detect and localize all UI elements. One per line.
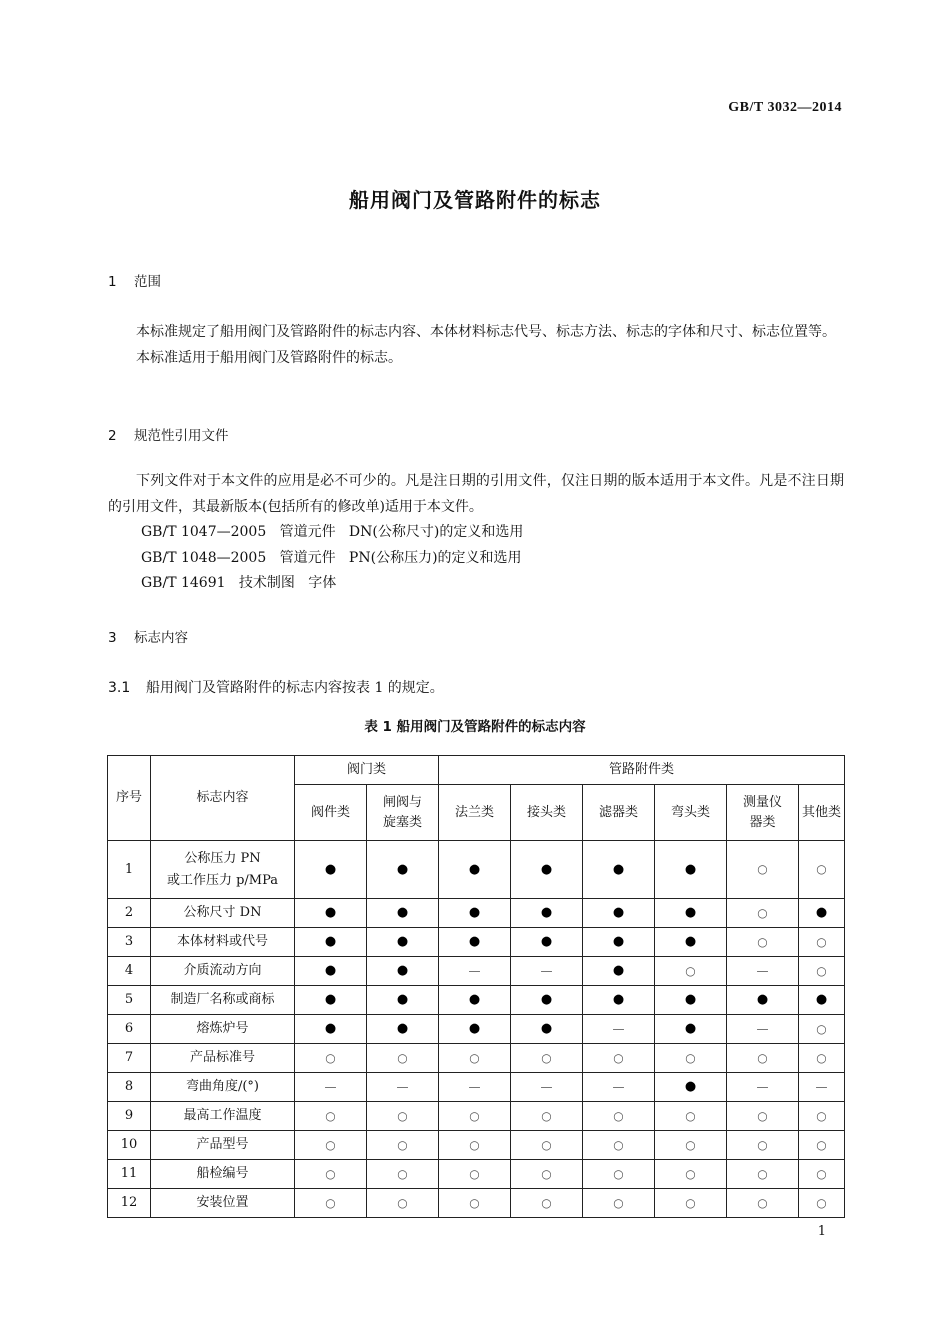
row-seq: 4 bbox=[108, 957, 151, 986]
hollow-circle-icon: ○ bbox=[757, 934, 768, 949]
filled-dot-icon: ● bbox=[612, 905, 625, 920]
section-1-body bbox=[108, 320, 844, 371]
mark-cell bbox=[295, 1044, 367, 1073]
mark-cell bbox=[511, 928, 583, 957]
mark-cell bbox=[367, 1073, 439, 1102]
table-row bbox=[108, 841, 845, 899]
mark-cell bbox=[367, 1131, 439, 1160]
filled-dot-icon: ● bbox=[324, 905, 337, 920]
dash-symbol: — bbox=[540, 1079, 553, 1094]
hollow-circle-icon: ○ bbox=[757, 1108, 768, 1123]
hollow-circle-icon: ○ bbox=[613, 1195, 624, 1210]
mark-cell bbox=[439, 1044, 511, 1073]
page-number: 1 bbox=[817, 1224, 826, 1239]
hollow-circle-icon: ○ bbox=[325, 1137, 336, 1152]
mark-cell bbox=[655, 1102, 727, 1131]
dash-symbol: — bbox=[468, 963, 481, 978]
hollow-circle-icon: ○ bbox=[469, 1166, 480, 1181]
dash-symbol: — bbox=[324, 1079, 337, 1094]
hollow-circle-icon: ○ bbox=[685, 1137, 696, 1152]
filled-dot-icon: ● bbox=[396, 992, 409, 1007]
mark-cell bbox=[295, 1189, 367, 1218]
table-row bbox=[108, 1189, 845, 1218]
mark-cell bbox=[295, 1015, 367, 1044]
filled-dot-icon: ● bbox=[684, 905, 697, 920]
mark-cell bbox=[367, 986, 439, 1015]
table-row bbox=[108, 1044, 845, 1073]
mark-cell bbox=[439, 986, 511, 1015]
column-header: 法兰类 bbox=[439, 785, 511, 841]
hollow-circle-icon: ○ bbox=[816, 862, 827, 876]
mark-cell bbox=[727, 1131, 799, 1160]
section-2-heading bbox=[108, 424, 229, 444]
mark-cell bbox=[655, 1044, 727, 1073]
hollow-circle-icon: ○ bbox=[685, 1195, 696, 1210]
hollow-circle-icon: ○ bbox=[469, 1050, 480, 1065]
filled-dot-icon: ● bbox=[815, 992, 828, 1007]
filled-dot-icon: ● bbox=[324, 992, 337, 1007]
filled-dot-icon: ● bbox=[540, 934, 553, 949]
mark-cell bbox=[655, 1189, 727, 1218]
dash-symbol: — bbox=[756, 1079, 769, 1094]
hollow-circle-icon: ○ bbox=[541, 1050, 552, 1065]
row-label: 弯曲角度/(°) bbox=[151, 1073, 295, 1102]
header-group-valve: 阀门类 bbox=[295, 756, 439, 785]
section-2-body bbox=[108, 469, 844, 520]
filled-dot-icon: ● bbox=[324, 934, 337, 949]
filled-dot-icon: ● bbox=[324, 1021, 337, 1036]
reference-item: GB/T 14691 技术制图 字体 bbox=[141, 575, 337, 591]
table-row bbox=[108, 928, 845, 957]
row-seq: 8 bbox=[108, 1073, 151, 1102]
filled-dot-icon: ● bbox=[612, 934, 625, 949]
filled-dot-icon: ● bbox=[396, 934, 409, 949]
mark-cell bbox=[799, 1102, 845, 1131]
mark-cell bbox=[727, 1102, 799, 1131]
hollow-circle-icon: ○ bbox=[397, 1108, 408, 1123]
dash-symbol: — bbox=[756, 963, 769, 978]
filled-dot-icon: ● bbox=[468, 905, 481, 920]
filled-dot-icon: ● bbox=[540, 1021, 553, 1036]
mark-cell bbox=[439, 1131, 511, 1160]
hollow-circle-icon: ○ bbox=[816, 1108, 827, 1123]
table-row bbox=[108, 1015, 845, 1044]
filled-dot-icon: ● bbox=[684, 992, 697, 1007]
mark-cell bbox=[295, 986, 367, 1015]
mark-cell bbox=[655, 841, 727, 899]
hollow-circle-icon: ○ bbox=[541, 1108, 552, 1123]
hollow-circle-icon: ○ bbox=[469, 1195, 480, 1210]
hollow-circle-icon: ○ bbox=[685, 1108, 696, 1123]
mark-cell bbox=[727, 1073, 799, 1102]
hollow-circle-icon: ○ bbox=[325, 1195, 336, 1210]
header-seq: 序号 bbox=[108, 756, 151, 841]
hollow-circle-icon: ○ bbox=[685, 1050, 696, 1065]
mark-cell bbox=[583, 841, 655, 899]
mark-cell bbox=[655, 899, 727, 928]
hollow-circle-icon: ○ bbox=[816, 934, 827, 949]
row-label: 制造厂名称或商标 bbox=[151, 986, 295, 1015]
hollow-circle-icon: ○ bbox=[541, 1166, 552, 1181]
row-label: 最高工作温度 bbox=[151, 1102, 295, 1131]
hollow-circle-icon: ○ bbox=[757, 1166, 768, 1181]
mark-cell bbox=[655, 957, 727, 986]
hollow-circle-icon: ○ bbox=[685, 1166, 696, 1181]
hollow-circle-icon: ○ bbox=[685, 963, 696, 978]
mark-cell bbox=[583, 1131, 655, 1160]
filled-dot-icon: ● bbox=[756, 992, 769, 1007]
filled-dot-icon: ● bbox=[396, 905, 409, 920]
table-caption: 表 1 船用阀门及管路附件的标志内容 bbox=[364, 719, 586, 735]
row-seq: 2 bbox=[108, 899, 151, 928]
filled-dot-icon: ● bbox=[468, 1021, 481, 1036]
mark-cell bbox=[799, 986, 845, 1015]
mark-cell bbox=[439, 1015, 511, 1044]
dash-symbol: — bbox=[612, 1021, 625, 1036]
mark-cell bbox=[511, 957, 583, 986]
dash-symbol: — bbox=[612, 1079, 625, 1094]
column-header: 阀件类 bbox=[295, 785, 367, 841]
paragraph: 本标准规定了船用阀门及管路附件的标志内容、本体材料标志代号、标志方法、标志的字体和尺寸、标志位置等。 bbox=[136, 324, 836, 340]
filled-dot-icon: ● bbox=[468, 934, 481, 949]
mark-cell bbox=[367, 1189, 439, 1218]
mark-cell bbox=[655, 986, 727, 1015]
mark-cell bbox=[799, 1131, 845, 1160]
dash-symbol: — bbox=[756, 1021, 769, 1036]
filled-dot-icon: ● bbox=[468, 861, 481, 877]
table-row bbox=[108, 1160, 845, 1189]
mark-cell bbox=[439, 1160, 511, 1189]
hollow-circle-icon: ○ bbox=[613, 1166, 624, 1181]
document-title: 船用阀门及管路附件的标志 bbox=[349, 188, 601, 212]
mark-cell bbox=[583, 1044, 655, 1073]
mark-cell bbox=[583, 899, 655, 928]
mark-cell bbox=[367, 899, 439, 928]
hollow-circle-icon: ○ bbox=[469, 1108, 480, 1123]
row-seq: 9 bbox=[108, 1102, 151, 1131]
row-label: 船检编号 bbox=[151, 1160, 295, 1189]
mark-cell bbox=[439, 1073, 511, 1102]
row-label: 公称尺寸 DN bbox=[151, 899, 295, 928]
mark-cell bbox=[511, 1131, 583, 1160]
mark-cell bbox=[799, 1044, 845, 1073]
mark-cell bbox=[439, 899, 511, 928]
section-1-heading bbox=[108, 270, 161, 290]
mark-cell bbox=[727, 1189, 799, 1218]
table-row bbox=[108, 957, 845, 986]
row-label: 介质流动方向 bbox=[151, 957, 295, 986]
filled-dot-icon: ● bbox=[684, 861, 697, 877]
hollow-circle-icon: ○ bbox=[325, 1050, 336, 1065]
filled-dot-icon: ● bbox=[324, 963, 337, 978]
hollow-circle-icon: ○ bbox=[397, 1195, 408, 1210]
dash-symbol: — bbox=[468, 1079, 481, 1094]
section-title: 标志内容 bbox=[134, 630, 188, 646]
table-row bbox=[108, 1131, 845, 1160]
mark-cell bbox=[799, 899, 845, 928]
filled-dot-icon: ● bbox=[396, 1021, 409, 1036]
filled-dot-icon: ● bbox=[540, 905, 553, 920]
mark-cell bbox=[583, 1015, 655, 1044]
hollow-circle-icon: ○ bbox=[816, 1195, 827, 1210]
mark-cell bbox=[727, 986, 799, 1015]
mark-cell bbox=[655, 1073, 727, 1102]
filled-dot-icon: ● bbox=[396, 861, 409, 877]
section-number: 1 bbox=[108, 274, 117, 290]
mark-cell bbox=[583, 986, 655, 1015]
mark-cell bbox=[583, 957, 655, 986]
mark-cell bbox=[583, 1189, 655, 1218]
mark-cell bbox=[511, 1044, 583, 1073]
hollow-circle-icon: ○ bbox=[397, 1050, 408, 1065]
table-row bbox=[108, 986, 845, 1015]
hollow-circle-icon: ○ bbox=[816, 1137, 827, 1152]
mark-cell bbox=[727, 1044, 799, 1073]
hollow-circle-icon: ○ bbox=[613, 1137, 624, 1152]
column-header: 接头类 bbox=[511, 785, 583, 841]
filled-dot-icon: ● bbox=[684, 1021, 697, 1036]
header-content: 标志内容 bbox=[151, 756, 295, 841]
filled-dot-icon: ● bbox=[540, 861, 553, 877]
mark-cell bbox=[583, 1102, 655, 1131]
mark-cell bbox=[367, 928, 439, 957]
mark-cell bbox=[799, 841, 845, 899]
reference-item: GB/T 1048—2005 管道元件 PN(公称压力)的定义和选用 bbox=[141, 549, 522, 566]
filled-dot-icon: ● bbox=[324, 861, 337, 877]
dash-symbol: — bbox=[396, 1079, 409, 1094]
section-title: 范围 bbox=[134, 274, 161, 290]
mark-cell bbox=[727, 899, 799, 928]
paragraph: 下列文件对于本文件的应用是必不可少的。凡是注日期的引用文件，仅注日期的版本适用于本文件。凡是不注日期的引用文件，其最新版本(包括所有的修改单)适用于本文件。 bbox=[108, 473, 844, 515]
dash-symbol: — bbox=[540, 963, 553, 978]
mark-cell bbox=[295, 899, 367, 928]
mark-cell bbox=[439, 1189, 511, 1218]
mark-cell bbox=[727, 1160, 799, 1189]
mark-cell bbox=[799, 957, 845, 986]
filled-dot-icon: ● bbox=[684, 934, 697, 949]
mark-cell bbox=[439, 1102, 511, 1131]
hollow-circle-icon: ○ bbox=[541, 1195, 552, 1210]
marking-content-table bbox=[107, 755, 845, 1218]
hollow-circle-icon: ○ bbox=[816, 963, 827, 978]
mark-cell bbox=[511, 899, 583, 928]
section-number: 2 bbox=[108, 428, 117, 444]
column-header: 测量仪 器类 bbox=[727, 785, 799, 841]
hollow-circle-icon: ○ bbox=[613, 1108, 624, 1123]
mark-cell bbox=[511, 1073, 583, 1102]
row-seq: 12 bbox=[108, 1189, 151, 1218]
row-seq: 10 bbox=[108, 1131, 151, 1160]
mark-cell bbox=[367, 957, 439, 986]
mark-cell bbox=[295, 1131, 367, 1160]
mark-cell bbox=[583, 928, 655, 957]
mark-cell bbox=[511, 1015, 583, 1044]
mark-cell bbox=[511, 1102, 583, 1131]
hollow-circle-icon: ○ bbox=[757, 1195, 768, 1210]
mark-cell bbox=[655, 928, 727, 957]
row-seq: 11 bbox=[108, 1160, 151, 1189]
hollow-circle-icon: ○ bbox=[816, 1166, 827, 1181]
column-header: 其他类 bbox=[799, 785, 845, 841]
mark-cell bbox=[439, 928, 511, 957]
clause-number: 3.1 bbox=[108, 680, 131, 696]
hollow-circle-icon: ○ bbox=[469, 1137, 480, 1152]
row-seq: 5 bbox=[108, 986, 151, 1015]
paragraph: 本标准适用于船用阀门及管路附件的标志。 bbox=[136, 349, 402, 366]
hollow-circle-icon: ○ bbox=[816, 1021, 827, 1036]
clause-3-1 bbox=[108, 677, 444, 697]
mark-cell bbox=[655, 1015, 727, 1044]
mark-cell bbox=[727, 1015, 799, 1044]
hollow-circle-icon: ○ bbox=[757, 1050, 768, 1065]
mark-cell bbox=[367, 1015, 439, 1044]
mark-cell bbox=[511, 1160, 583, 1189]
section-title: 规范性引用文件 bbox=[134, 428, 229, 444]
filled-dot-icon: ● bbox=[612, 963, 625, 978]
mark-cell bbox=[727, 957, 799, 986]
mark-cell bbox=[511, 986, 583, 1015]
mark-cell bbox=[367, 1102, 439, 1131]
hollow-circle-icon: ○ bbox=[757, 862, 768, 876]
mark-cell bbox=[583, 1160, 655, 1189]
mark-cell bbox=[295, 841, 367, 899]
filled-dot-icon: ● bbox=[684, 1079, 697, 1094]
mark-cell bbox=[367, 1160, 439, 1189]
mark-cell bbox=[655, 1160, 727, 1189]
filled-dot-icon: ● bbox=[468, 992, 481, 1007]
hollow-circle-icon: ○ bbox=[325, 1166, 336, 1181]
mark-cell bbox=[295, 1160, 367, 1189]
mark-cell bbox=[295, 1073, 367, 1102]
row-seq: 7 bbox=[108, 1044, 151, 1073]
hollow-circle-icon: ○ bbox=[757, 1137, 768, 1152]
mark-cell bbox=[799, 928, 845, 957]
mark-cell bbox=[727, 841, 799, 899]
mark-cell bbox=[367, 1044, 439, 1073]
hollow-circle-icon: ○ bbox=[816, 1050, 827, 1065]
row-seq: 6 bbox=[108, 1015, 151, 1044]
section-3-heading bbox=[108, 626, 188, 646]
mark-cell bbox=[727, 928, 799, 957]
mark-cell bbox=[655, 1131, 727, 1160]
mark-cell bbox=[295, 957, 367, 986]
mark-cell bbox=[799, 1015, 845, 1044]
table-row bbox=[108, 899, 845, 928]
mark-cell bbox=[367, 841, 439, 899]
column-header: 滤器类 bbox=[583, 785, 655, 841]
row-label: 熔炼炉号 bbox=[151, 1015, 295, 1044]
hollow-circle-icon: ○ bbox=[613, 1050, 624, 1065]
row-label: 公称压力 PN 或工作压力 p/MPa bbox=[151, 841, 295, 899]
reference-item: GB/T 1047—2005 管道元件 DN(公称尺寸)的定义和选用 bbox=[141, 524, 524, 540]
row-seq: 3 bbox=[108, 928, 151, 957]
hollow-circle-icon: ○ bbox=[397, 1137, 408, 1152]
row-label: 本体材料或代号 bbox=[151, 928, 295, 957]
hollow-circle-icon: ○ bbox=[397, 1166, 408, 1181]
hollow-circle-icon: ○ bbox=[757, 905, 768, 920]
clause-text: 船用阀门及管路附件的标志内容按表 1 的规定。 bbox=[146, 680, 444, 696]
column-header: 闸阀与 旋塞类 bbox=[367, 785, 439, 841]
mark-cell bbox=[799, 1160, 845, 1189]
filled-dot-icon: ● bbox=[396, 963, 409, 978]
row-label: 产品型号 bbox=[151, 1131, 295, 1160]
mark-cell bbox=[511, 841, 583, 899]
table-row bbox=[108, 1073, 845, 1102]
mark-cell bbox=[799, 1073, 845, 1102]
standard-code: GB/T 3032—2014 bbox=[728, 100, 842, 115]
mark-cell bbox=[439, 957, 511, 986]
header-group-pipe-fittings: 管路附件类 bbox=[439, 756, 845, 785]
filled-dot-icon: ● bbox=[540, 992, 553, 1007]
table-row bbox=[108, 1102, 845, 1131]
filled-dot-icon: ● bbox=[815, 905, 828, 920]
mark-cell bbox=[295, 1102, 367, 1131]
filled-dot-icon: ● bbox=[612, 992, 625, 1007]
hollow-circle-icon: ○ bbox=[541, 1137, 552, 1152]
mark-cell bbox=[295, 928, 367, 957]
mark-cell bbox=[439, 841, 511, 899]
column-header: 弯头类 bbox=[655, 785, 727, 841]
row-seq: 1 bbox=[108, 841, 151, 899]
hollow-circle-icon: ○ bbox=[325, 1108, 336, 1123]
dash-symbol: — bbox=[815, 1079, 828, 1094]
row-label: 产品标准号 bbox=[151, 1044, 295, 1073]
mark-cell bbox=[511, 1189, 583, 1218]
reference-list bbox=[141, 520, 523, 597]
mark-cell bbox=[583, 1073, 655, 1102]
mark-cell bbox=[799, 1189, 845, 1218]
row-label: 安装位置 bbox=[151, 1189, 295, 1218]
section-number: 3 bbox=[108, 630, 117, 646]
filled-dot-icon: ● bbox=[612, 861, 625, 877]
